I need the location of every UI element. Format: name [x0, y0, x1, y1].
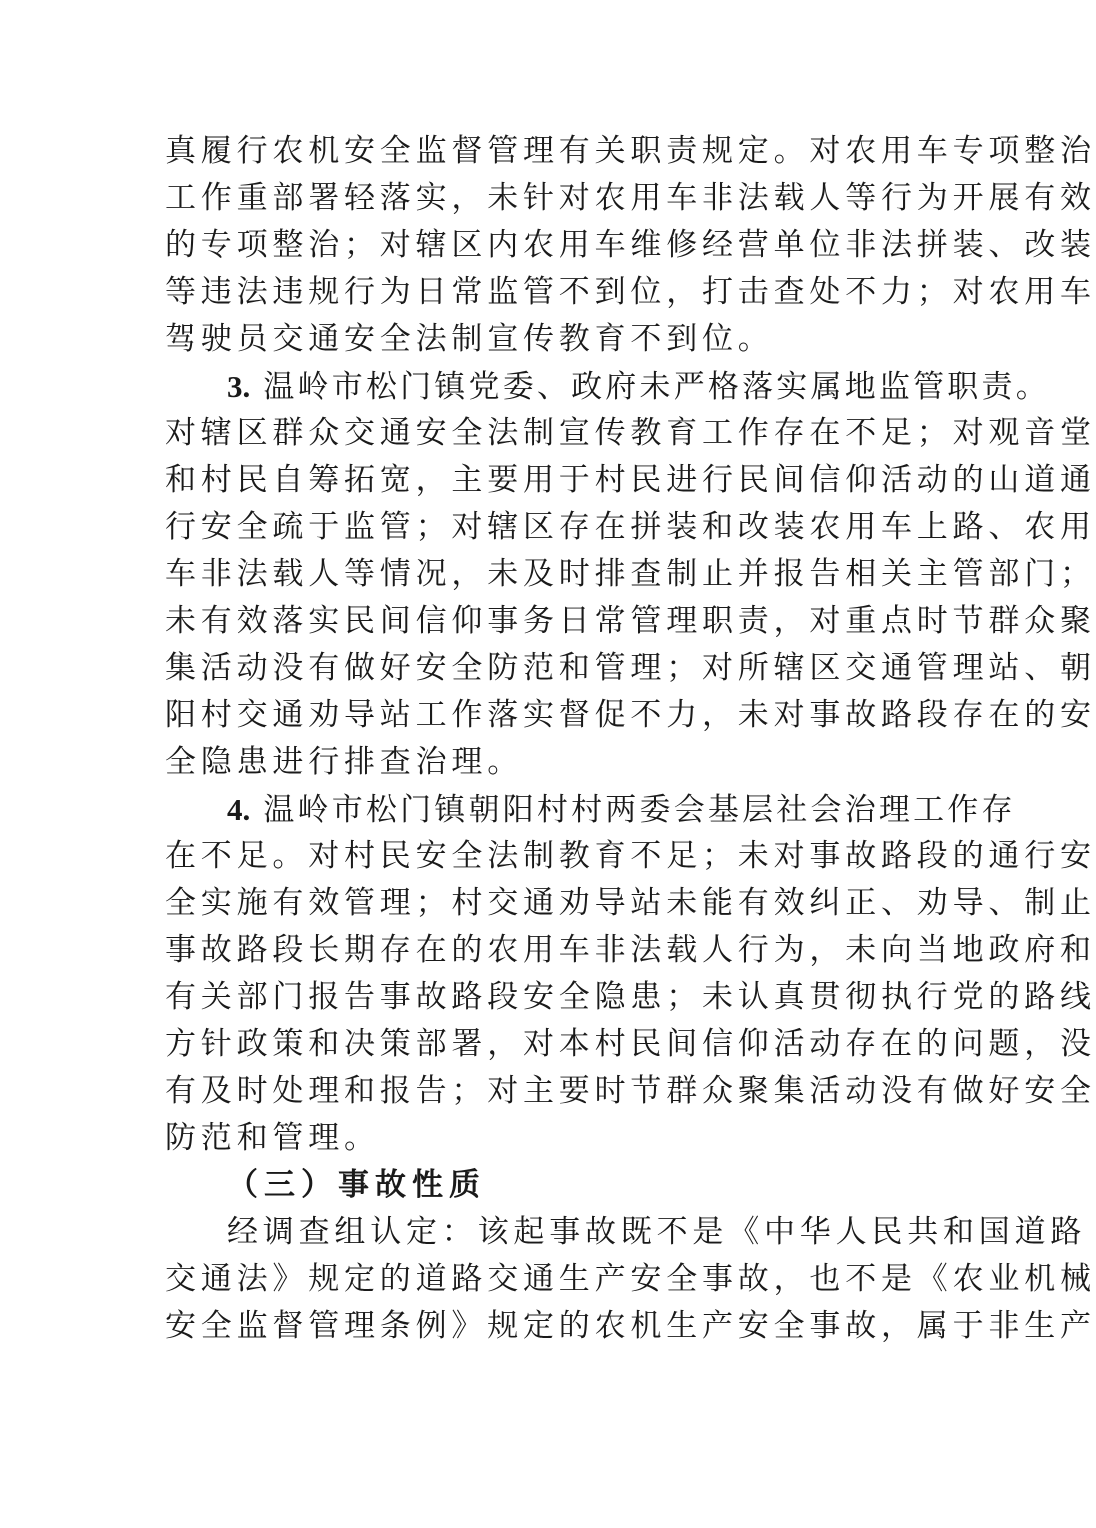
text-line: 防范和管理。 — [165, 1120, 380, 1156]
text-line: 交通法》规定的道路交通生产安全事故，也不是《农业机械 — [165, 1261, 1096, 1297]
text-line: 阳村交通劝导站工作落实督促不力，未对事故路段存在的安 — [165, 697, 1096, 733]
text-line: 行安全疏于监管；对辖区存在拼装和改装农用车上路、农用 — [165, 509, 1096, 545]
text-line: 真履行农机安全监督管理有关职责规定。对农用车专项整治 — [165, 133, 1096, 169]
item-3-first-line — [165, 363, 1050, 410]
text-line: 集活动没有做好安全防范和管理；对所辖区交通管理站、朝 — [165, 650, 1096, 686]
text-line: 车非法载人等情况，未及时排查制止并报告相关主管部门； — [165, 556, 1096, 592]
text-line: 的专项整治；对辖区内农用车维修经营单位非法拼装、改装 — [165, 227, 1096, 263]
text-line: 在不足。对村民安全法制教育不足；未对事故路段的通行安 — [165, 838, 1096, 874]
text-line: 事故路段长期存在的农用车非法载人行为，未向当地政府和 — [165, 932, 1096, 968]
text-line: 有关部门报告事故路段安全隐患；未认真贯彻执行党的路线 — [165, 979, 1096, 1015]
text-line: 驾驶员交通安全法制宣传教育不到位。 — [165, 321, 774, 357]
item-4-text: 温岭市松门镇朝阳村村两委会基层社会治理工作存 — [263, 792, 1016, 828]
text-line: 未有效落实民间信仰事务日常管理职责，对重点时节群众聚 — [165, 603, 1096, 639]
section-heading: （三）事故性质 — [227, 1167, 486, 1203]
item-number-4: 4. — [227, 792, 251, 827]
document-body — [165, 128, 1096, 1350]
text-line: 和村民自筹拓宽，主要用于村民进行民间信仰活动的山道通 — [165, 462, 1096, 498]
text-line: 全隐患进行排查治理。 — [165, 744, 523, 780]
item-3-text: 温岭市松门镇党委、政府未严格落实属地监管职责。 — [263, 369, 1050, 405]
text-line: 等违法违规行为日常监管不到位，打击查处不力；对农用车 — [165, 274, 1096, 310]
text-line: 安全监督管理条例》规定的农机生产安全事故，属于非生产 — [165, 1308, 1096, 1344]
text-line: 工作重部署轻落实，未针对农用车非法载人等行为开展有效 — [165, 180, 1096, 216]
text-line: 经调查组认定：该起事故既不是《中华人民共和国道路 — [227, 1214, 1087, 1250]
item-4-first-line — [165, 786, 1016, 833]
text-line: 方针政策和决策部署，对本村民间信仰活动存在的问题，没 — [165, 1026, 1096, 1062]
text-line: 对辖区群众交通安全法制宣传教育工作存在不足；对观音堂 — [165, 415, 1096, 451]
text-line: 有及时处理和报告；对主要时节群众聚集活动没有做好安全 — [165, 1073, 1096, 1109]
item-number-3: 3. — [227, 369, 251, 404]
text-line: 全实施有效管理；村交通劝导站未能有效纠正、劝导、制止 — [165, 885, 1096, 921]
